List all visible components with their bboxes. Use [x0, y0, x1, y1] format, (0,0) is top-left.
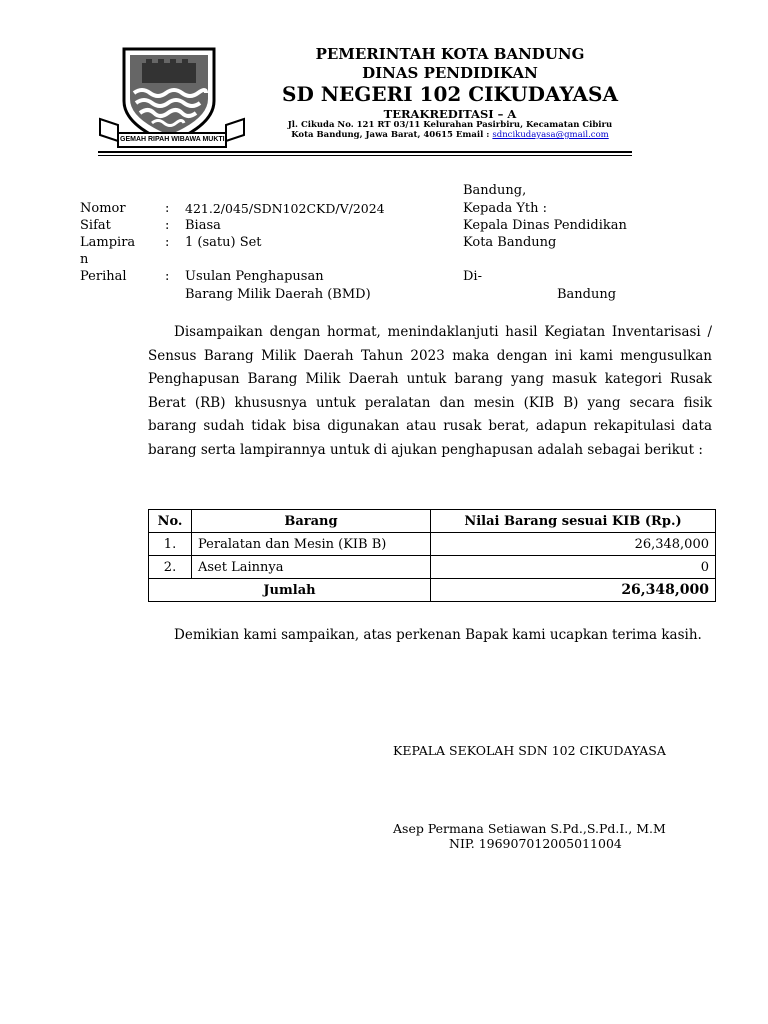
row-nilai: 0	[431, 556, 716, 579]
header-barang: Barang	[192, 510, 431, 533]
address-line-2	[190, 130, 710, 140]
address-line-2-text: Kota Bandung, Jawa Barat, 40615 Email :	[291, 130, 493, 140]
header-no: No.	[149, 510, 192, 533]
lampiran-label-wrap: n	[80, 252, 89, 267]
signature-title: KEPALA SEKOLAH SDN 102 CIKUDAYASA	[393, 743, 666, 758]
logo-motto: GEMAH RIPAH WIBAWA MUKTI	[120, 136, 225, 143]
lampiran-value: 1 (satu) Set	[185, 235, 262, 250]
row-barang: Aset Lainnya	[192, 556, 431, 579]
header-rule-thin	[98, 155, 632, 156]
total-label: Jumlah	[149, 579, 431, 602]
signatory-name: Asep Permana Setiawan S.Pd.,S.Pd.I., M.M	[393, 821, 666, 836]
row-no: 2.	[149, 556, 192, 579]
lampiran-label: Lampira	[80, 235, 136, 250]
nomor-label: Nomor	[80, 201, 126, 216]
table-total-row	[149, 579, 716, 602]
header-rule-thick	[98, 151, 632, 153]
nomor-colon: :	[165, 201, 170, 216]
school-name: SD NEGERI 102 CIKUDAYASA	[282, 82, 618, 106]
body-paragraph-1	[148, 321, 712, 462]
header-nilai: Nilai Barang sesuai KIB (Rp.)	[431, 510, 716, 533]
recipient-line-2: Kota Bandung	[463, 235, 557, 250]
row-barang: Peralatan dan Mesin (KIB B)	[192, 533, 431, 556]
perihal-colon: :	[165, 269, 170, 284]
accreditation: TERAKREDITASI – A	[383, 107, 517, 121]
recipient-city: Bandung	[557, 287, 617, 302]
sifat-value: Biasa	[185, 218, 221, 233]
email-link[interactable]: sdncikudayasa@gmail.com	[492, 130, 609, 140]
total-value: 26,348,000	[431, 579, 716, 602]
sifat-colon: :	[165, 218, 170, 233]
perihal-value-1: Usulan Penghapusan	[185, 269, 324, 284]
nomor-value: 421.2/045/SDN102CKD/V/2024	[185, 201, 385, 216]
body-paragraph-1-text: Disampaikan dengan hormat, menindaklanjuti hasil Kegiatan Inventarisasi / Sensus Barang Milik Daerah Tahun 2023 maka dengan ini kami mengusulkan Penghapusan Barang Milik Daerah untuk barang yang masuk kategori Rusak Berat (RB) khususnya untuk peralatan dan mesin (KIB B) yang secara fisik barang sudah tidak bisa digunakan atau rusak berat, adapun rekapitulasi data barang serta lampirannya untuk di ajukan penghapusan adalah sebagai berikut :	[148, 324, 712, 458]
signatory-nip: NIP. 196907012005011004	[449, 836, 622, 851]
table-row	[149, 556, 716, 579]
asset-table	[148, 509, 716, 602]
kepada-label: Kepada Yth :	[463, 201, 548, 216]
perihal-label: Perihal	[80, 269, 127, 284]
body-paragraph-2	[148, 624, 712, 648]
perihal-value-2: Barang Milik Daerah (BMD)	[185, 287, 371, 302]
row-nilai: 26,348,000	[431, 533, 716, 556]
table-header-row	[149, 510, 716, 533]
government-name: PEMERINTAH KOTA BANDUNG	[315, 45, 585, 63]
department-name: DINAS PENDIDIKAN	[362, 64, 538, 82]
address-line-1: Jl. Cikuda No. 121 RT 03/11 Kelurahan Pasirbiru, Kecamatan Cibiru	[287, 120, 613, 130]
lampiran-colon: :	[165, 235, 170, 250]
table-row	[149, 533, 716, 556]
recipient-line-1: Kepala Dinas Pendidikan	[463, 218, 627, 233]
place-date: Bandung,	[463, 183, 527, 198]
sifat-label: Sifat	[80, 218, 111, 233]
body-paragraph-2-text: Demikian kami sampaikan, atas perkenan Bapak kami ucapkan terima kasih.	[174, 627, 702, 643]
di-label: Di-	[463, 269, 482, 284]
row-no: 1.	[149, 533, 192, 556]
